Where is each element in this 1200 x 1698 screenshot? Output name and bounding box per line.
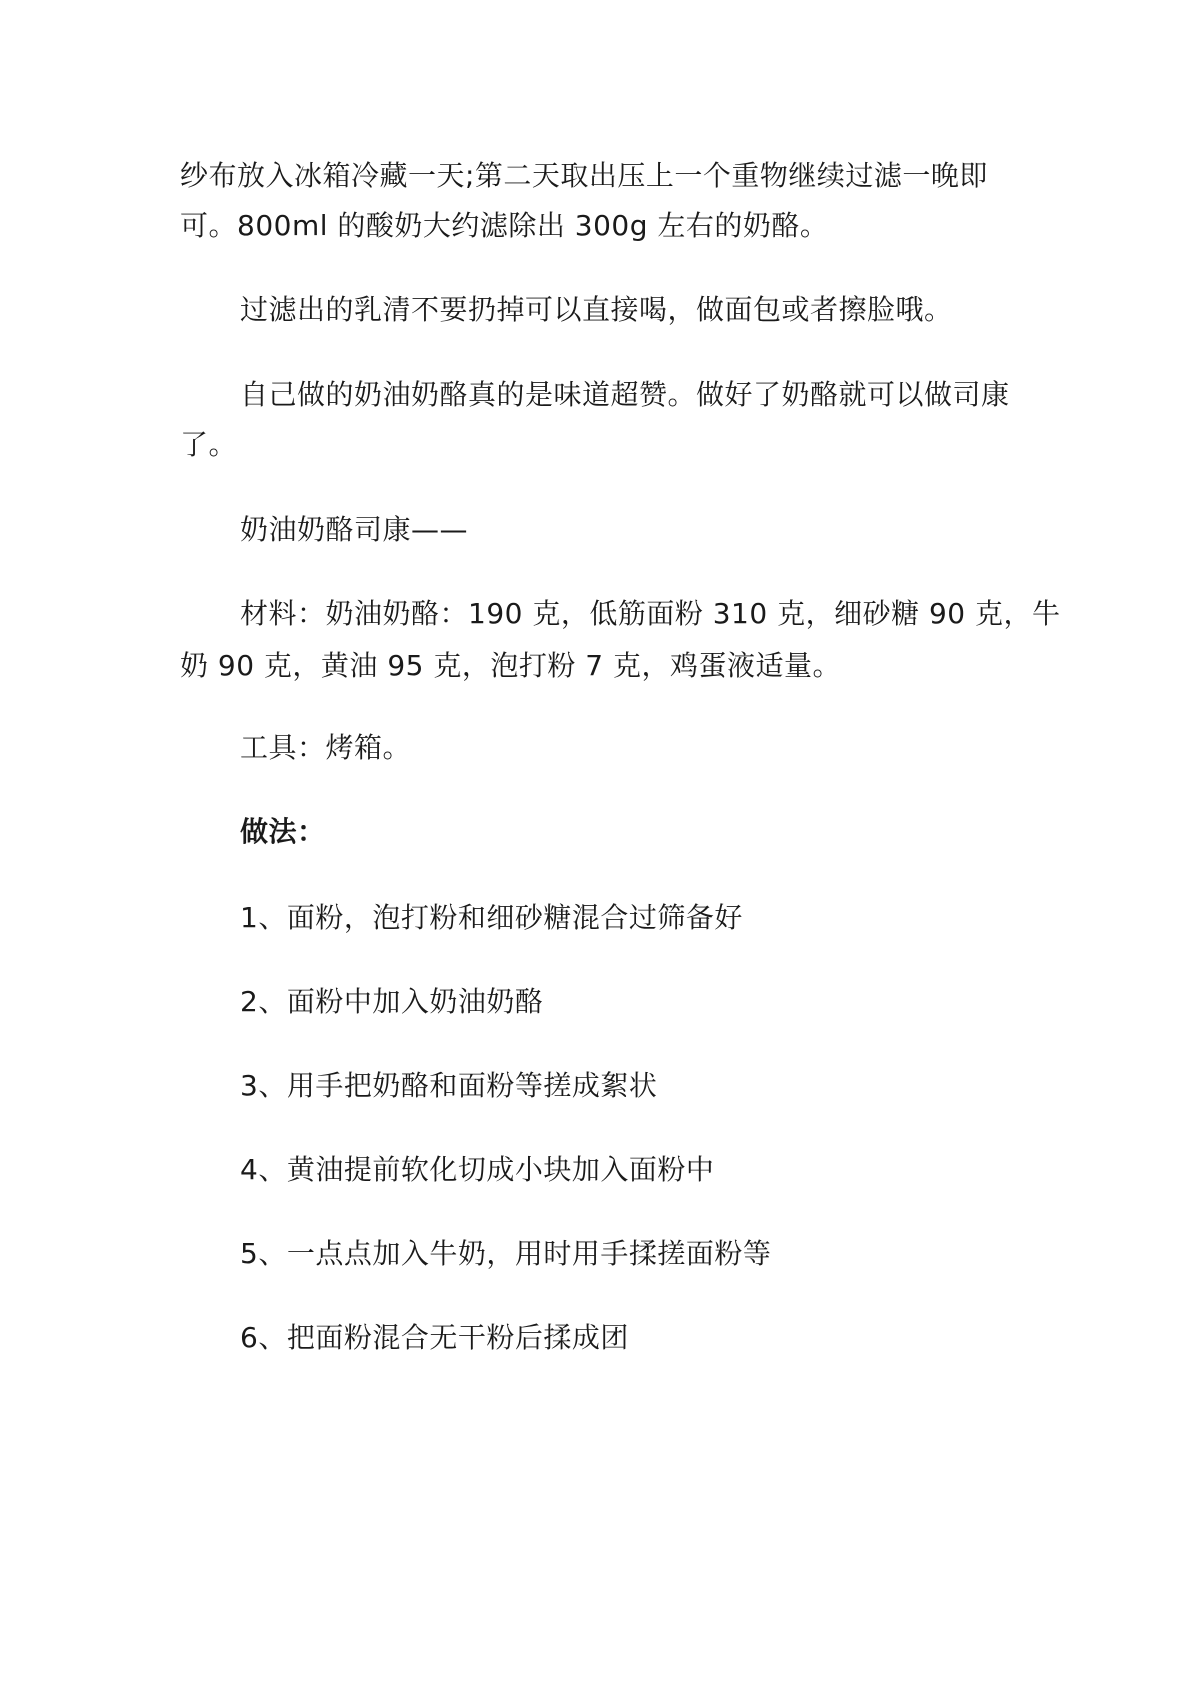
step-item: 6、把面粉混合无干粉后揉成团 [240,1321,629,1354]
step-item: 5、一点点加入牛奶，用时用手揉搓面粉等 [240,1237,772,1270]
recipe-title: 奶油奶酪司康—— [240,513,469,546]
paragraph-1-line-2: 可。800ml 的酸奶大约滤除出 300g 左右的奶酪。 [180,209,829,242]
method-heading: 做法： [240,815,326,848]
materials-line-2: 奶 90 克，黄油 95 克，泡打粉 7 克，鸡蛋液适量。 [180,649,841,682]
paragraph-3-line-2: 了。 [180,428,238,461]
tools-line: 工具：烤箱。 [240,731,412,764]
step-item: 1、面粉，泡打粉和细砂糖混合过筛备好 [240,901,743,934]
step-item: 2、面粉中加入奶油奶酪 [240,985,544,1018]
step-item: 3、用手把奶酪和面粉等搓成絮状 [240,1069,658,1102]
paragraph-3-line-1: 自己做的奶油奶酪真的是味道超赞。做好了奶酪就可以做司康 [240,378,1010,411]
paragraph-2: 过滤出的乳清不要扔掉可以直接喝，做面包或者擦脸哦。 [240,293,953,326]
paragraph-1-line-1: 纱布放入冰箱冷藏一天;第二天取出压上一个重物继续过滤一晚即 [180,159,988,192]
step-item: 4、黄油提前软化切成小块加入面粉中 [240,1153,715,1186]
materials-line-1: 材料：奶油奶酪：190 克，低筋面粉 310 克，细砂糖 90 克，牛 [240,597,1061,630]
